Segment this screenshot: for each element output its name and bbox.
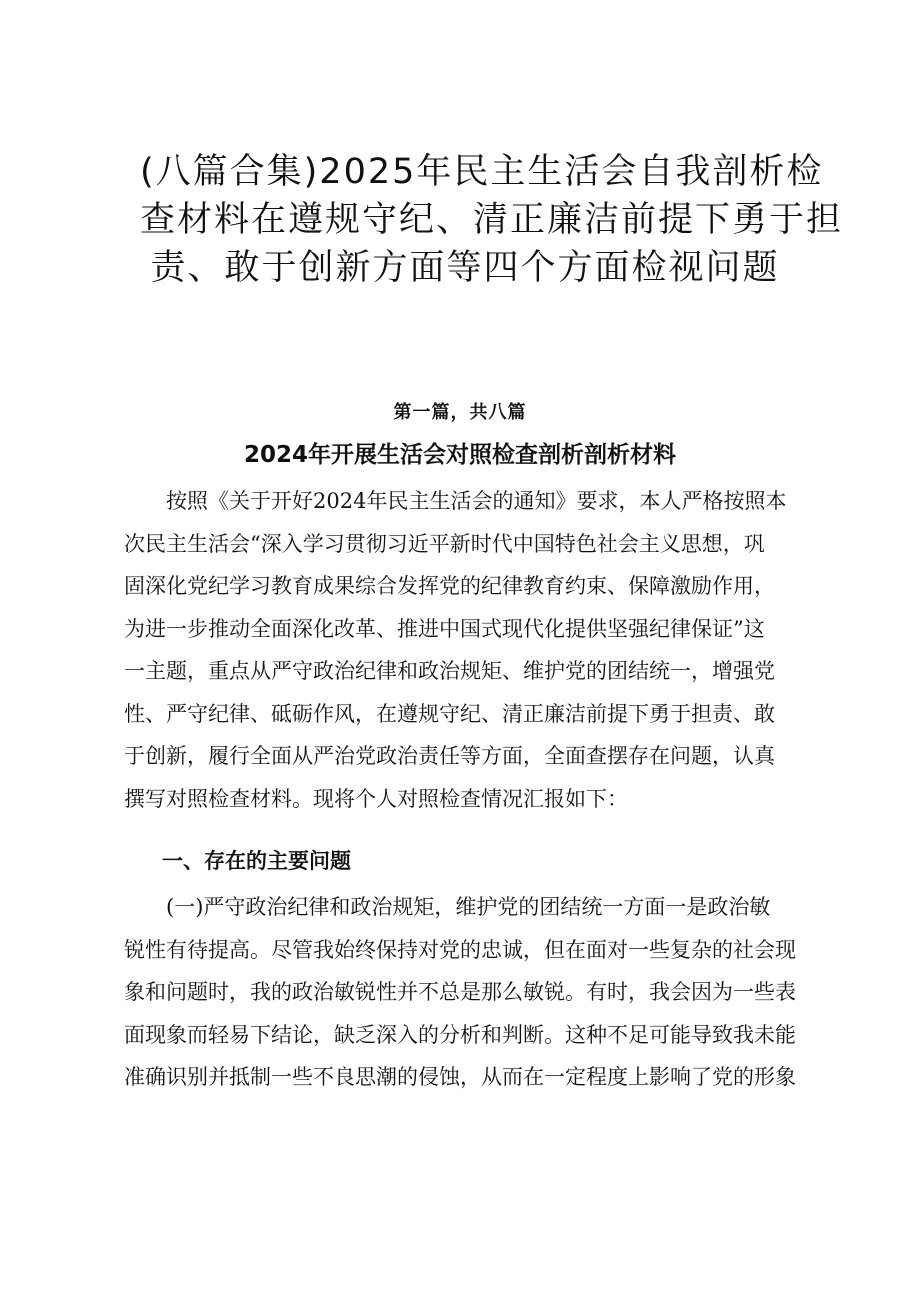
- section-subtitle: 2024年开展生活会对照检查剖析剖析材料: [243, 442, 676, 468]
- paragraph-problems: [124, 886, 804, 1099]
- text-line: 于创新，履行全面从严治党政治责任等方面，全面查摆存在问题，认真: [124, 744, 775, 768]
- text-line: 按照《关于开好2024年民主生活会的通知》要求，本人严格按照本: [166, 489, 787, 513]
- text-line: 象和问题时，我的政治敏锐性并不总是那么敏锐。有时，我会因为一些表: [124, 980, 796, 1004]
- text-line: 为进一步推动全面深化改革、推进中国式现代化提供坚强纪律保证”这: [124, 616, 765, 641]
- title-line: 责、敢于创新方面等四个方面检视问题: [150, 248, 780, 288]
- document-title: [140, 148, 844, 292]
- text-line: 次民主生活会“深入学习贯彻习近平新时代中国特色社会主义思想，巩: [124, 531, 765, 556]
- section-heading: 一、存在的主要问题: [162, 849, 351, 873]
- text-line: 锐性有待提高。尽管我始终保持对党的忠诚，但在面对一些复杂的社会现: [124, 937, 796, 962]
- text-line: 性、严守纪律、砥砺作风，在遵规守纪、清正廉洁前提下勇于担责、敢: [124, 701, 775, 726]
- text-line: (一)严守政治纪律和政治规矩，维护党的团结统一方面一是政治敏: [166, 895, 771, 919]
- title-line: 查材料在遵规守纪、清正廉洁前提下勇于担: [140, 200, 844, 240]
- title-line: (八篇合集)2025年民主生活会自我剖析检: [140, 152, 824, 192]
- text-line: 撰写对照检查材料。现将个人对照检查情况汇报如下：: [124, 786, 628, 811]
- text-line: 准确识别并抵制一些不良思潮的侵蚀，从而在一定程度上影响了党的形象: [124, 1065, 796, 1089]
- text-line: 固深化党纪学习教育成果综合发挥党的纪律教育约束、保障激励作用，: [124, 574, 775, 598]
- part-label: 第一篇，共八篇: [393, 402, 527, 423]
- paragraph-intro: [124, 480, 804, 820]
- text-line: 一主题，重点从严守政治纪律和政治规矩、维护党的团结统一，增强党: [124, 659, 775, 683]
- text-line: 面现象而轻易下结论，缺乏深入的分析和判断。这种不足可能导致我未能: [124, 1022, 796, 1047]
